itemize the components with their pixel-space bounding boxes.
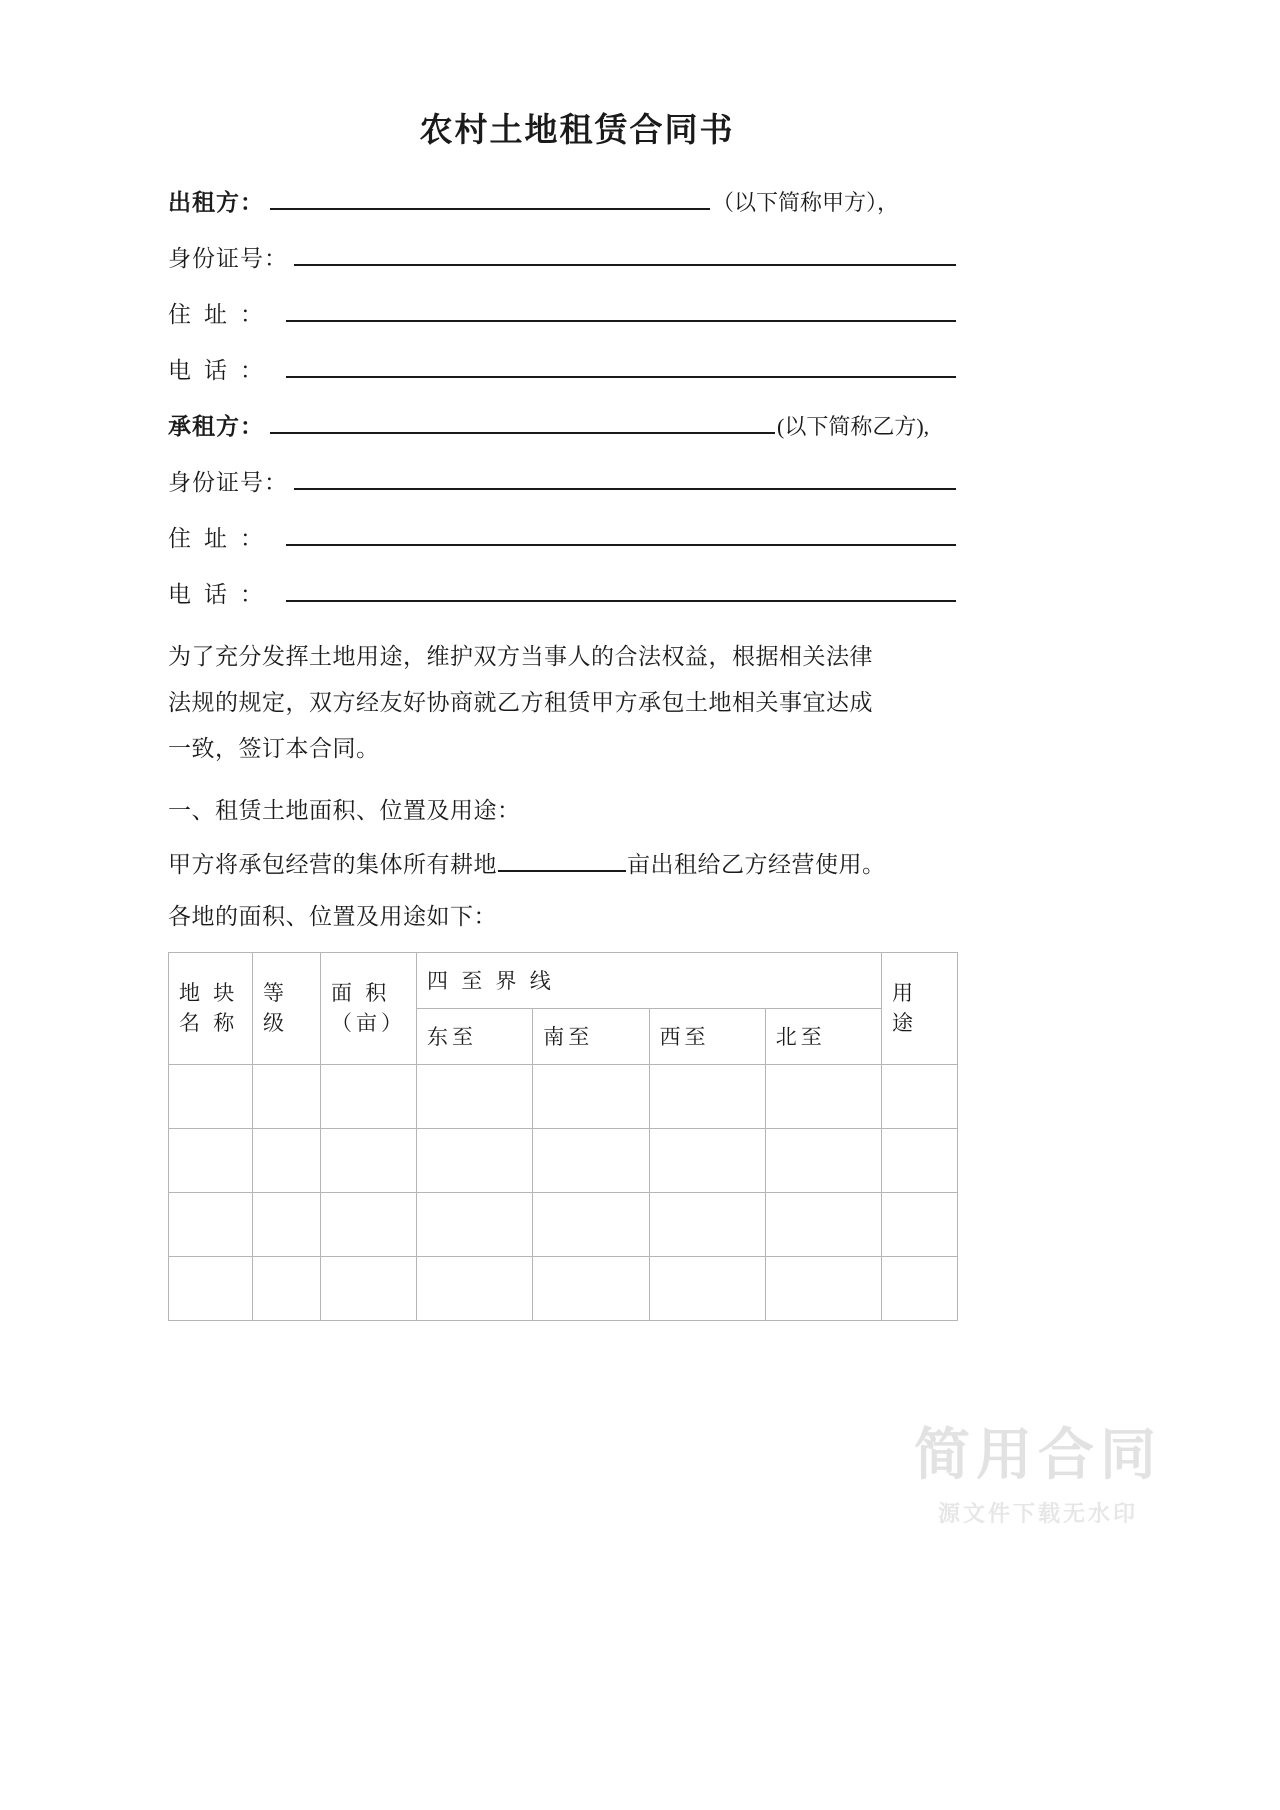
header-plot-name-line1: 地 块: [179, 981, 239, 1006]
leased-area-text-after: 亩出租给乙方经营使用。: [627, 851, 886, 877]
cell-east[interactable]: [417, 1128, 533, 1192]
leased-area-sentence: [168, 842, 958, 888]
header-boundary-north: 北至: [765, 1008, 881, 1064]
lessor-phone-label-right: 话: [204, 357, 228, 383]
lessee-row: [168, 410, 958, 442]
header-plot-name-line2: 名 称: [179, 1011, 239, 1036]
watermark-note: 源文件下载无水印: [937, 1502, 1138, 1527]
lessor-phone-label: [168, 355, 280, 386]
cell-plot-name[interactable]: [169, 1064, 253, 1128]
watermark-brand: 简用合同: [914, 1423, 1162, 1489]
cell-plot-name[interactable]: [169, 1128, 253, 1192]
cell-grade[interactable]: [253, 1128, 321, 1192]
header-area-line2: （亩）: [331, 1011, 406, 1036]
cell-use[interactable]: [882, 1256, 958, 1320]
table-row: [169, 1256, 958, 1320]
header-boundary-south: 南至: [533, 1008, 649, 1064]
cell-use[interactable]: [882, 1192, 958, 1256]
cell-south[interactable]: [533, 1064, 649, 1128]
cell-west[interactable]: [649, 1064, 765, 1128]
leased-area-text-before: 甲方将承包经营的集体所有耕地: [168, 851, 497, 877]
cell-use[interactable]: [882, 1064, 958, 1128]
lessee-phone-blank[interactable]: [286, 578, 956, 602]
lessee-phone-colon: ：: [240, 581, 264, 607]
lessee-address-colon: ：: [240, 525, 264, 551]
land-table-body: [169, 1064, 958, 1320]
header-grade-line2: 级: [263, 1011, 288, 1036]
header-use: [882, 952, 958, 1064]
lessor-address-label-left: 住: [168, 301, 192, 327]
document-content: [168, 112, 958, 1321]
lessor-alias-note: （以下简称甲方），: [712, 189, 900, 215]
cell-south[interactable]: [533, 1192, 649, 1256]
lessor-address-colon: ：: [240, 301, 264, 327]
cell-use[interactable]: [882, 1128, 958, 1192]
cell-south[interactable]: [533, 1256, 649, 1320]
cell-plot-name[interactable]: [169, 1192, 253, 1256]
lessee-address-label-left: 住: [168, 525, 192, 551]
land-table-intro: 各地的面积、位置及用途如下：: [168, 903, 497, 929]
land-table-header-row-1: [169, 952, 958, 1008]
preamble-paragraph: [168, 634, 958, 772]
cell-south[interactable]: [533, 1128, 649, 1192]
lessee-address-row: [168, 522, 958, 554]
header-boundary-west: 西至: [649, 1008, 765, 1064]
lessee-address-label: [168, 523, 280, 554]
cell-grade[interactable]: [253, 1064, 321, 1128]
cell-grade[interactable]: [253, 1256, 321, 1320]
lessee-id-label: 身份证号：: [168, 469, 288, 495]
lessor-phone-blank[interactable]: [286, 354, 956, 378]
preamble-line-1: 为了充分发挥土地用途，维护双方当事人的合法权益，根据相关法律: [168, 643, 873, 669]
header-grade: [253, 952, 321, 1064]
lessor-id-label: 身份证号：: [168, 245, 288, 271]
cell-north[interactable]: [765, 1256, 881, 1320]
cell-east[interactable]: [417, 1256, 533, 1320]
header-area: [321, 952, 417, 1064]
cell-north[interactable]: [765, 1192, 881, 1256]
lessee-address-blank[interactable]: [286, 522, 956, 546]
lessor-phone-row: [168, 354, 958, 386]
preamble-line-2: 法规的规定，双方经友好协商就乙方租赁甲方承包土地相关事宜达成: [168, 689, 873, 715]
cell-west[interactable]: [649, 1256, 765, 1320]
lessor-row: [168, 186, 958, 218]
page-title: 农村土地租赁合同书: [419, 113, 735, 149]
table-row: [169, 1192, 958, 1256]
lessee-phone-label: [168, 579, 280, 610]
header-use-line1: 用: [892, 981, 917, 1006]
cell-area[interactable]: [321, 1064, 417, 1128]
cell-west[interactable]: [649, 1192, 765, 1256]
header-area-line1: 面 积: [331, 981, 391, 1006]
table-row: [169, 1128, 958, 1192]
lessee-name-blank[interactable]: [270, 410, 775, 434]
lessee-label: 承租方：: [168, 413, 264, 439]
lessee-id-row: [168, 466, 958, 498]
cell-east[interactable]: [417, 1192, 533, 1256]
lessor-id-row: [168, 242, 958, 274]
lessor-name-blank[interactable]: [270, 186, 710, 210]
preamble-line-3: 一致，签订本合同。: [168, 735, 380, 761]
lessor-address-blank[interactable]: [286, 298, 956, 322]
lessee-alias-note: (以下简称乙方),: [777, 413, 930, 439]
lessee-phone-label-left: 电: [168, 581, 192, 607]
lessee-phone-label-right: 话: [204, 581, 228, 607]
lessor-label: 出租方：: [168, 189, 264, 215]
header-boundary-east: 东至: [417, 1008, 533, 1064]
cell-area[interactable]: [321, 1128, 417, 1192]
lessee-address-label-right: 址: [204, 525, 228, 551]
cell-area[interactable]: [321, 1256, 417, 1320]
watermark: [914, 1425, 1162, 1528]
cell-north[interactable]: [765, 1064, 881, 1128]
header-plot-name: [169, 952, 253, 1064]
lessor-address-label: [168, 299, 280, 330]
cell-plot-name[interactable]: [169, 1256, 253, 1320]
land-detail-table: [168, 952, 958, 1321]
cell-north[interactable]: [765, 1128, 881, 1192]
lessor-address-label-right: 址: [204, 301, 228, 327]
land-table-head: [169, 952, 958, 1064]
lessor-address-row: [168, 298, 958, 330]
table-row: [169, 1064, 958, 1128]
cell-grade[interactable]: [253, 1192, 321, 1256]
leased-area-blank[interactable]: [498, 848, 626, 872]
cell-west[interactable]: [649, 1128, 765, 1192]
lessee-id-blank[interactable]: [294, 466, 956, 490]
cell-area[interactable]: [321, 1192, 417, 1256]
lessee-phone-row: [168, 578, 958, 610]
cell-east[interactable]: [417, 1064, 533, 1128]
section-one-heading: 一、租赁土地面积、位置及用途：: [168, 797, 521, 823]
header-use-line2: 途: [892, 1011, 917, 1036]
lessor-phone-colon: ：: [240, 357, 264, 383]
lessor-id-blank[interactable]: [294, 242, 956, 266]
header-grade-line1: 等: [263, 981, 288, 1006]
header-boundary: 四 至 界 线: [417, 952, 882, 1008]
lessor-phone-label-left: 电: [168, 357, 192, 383]
